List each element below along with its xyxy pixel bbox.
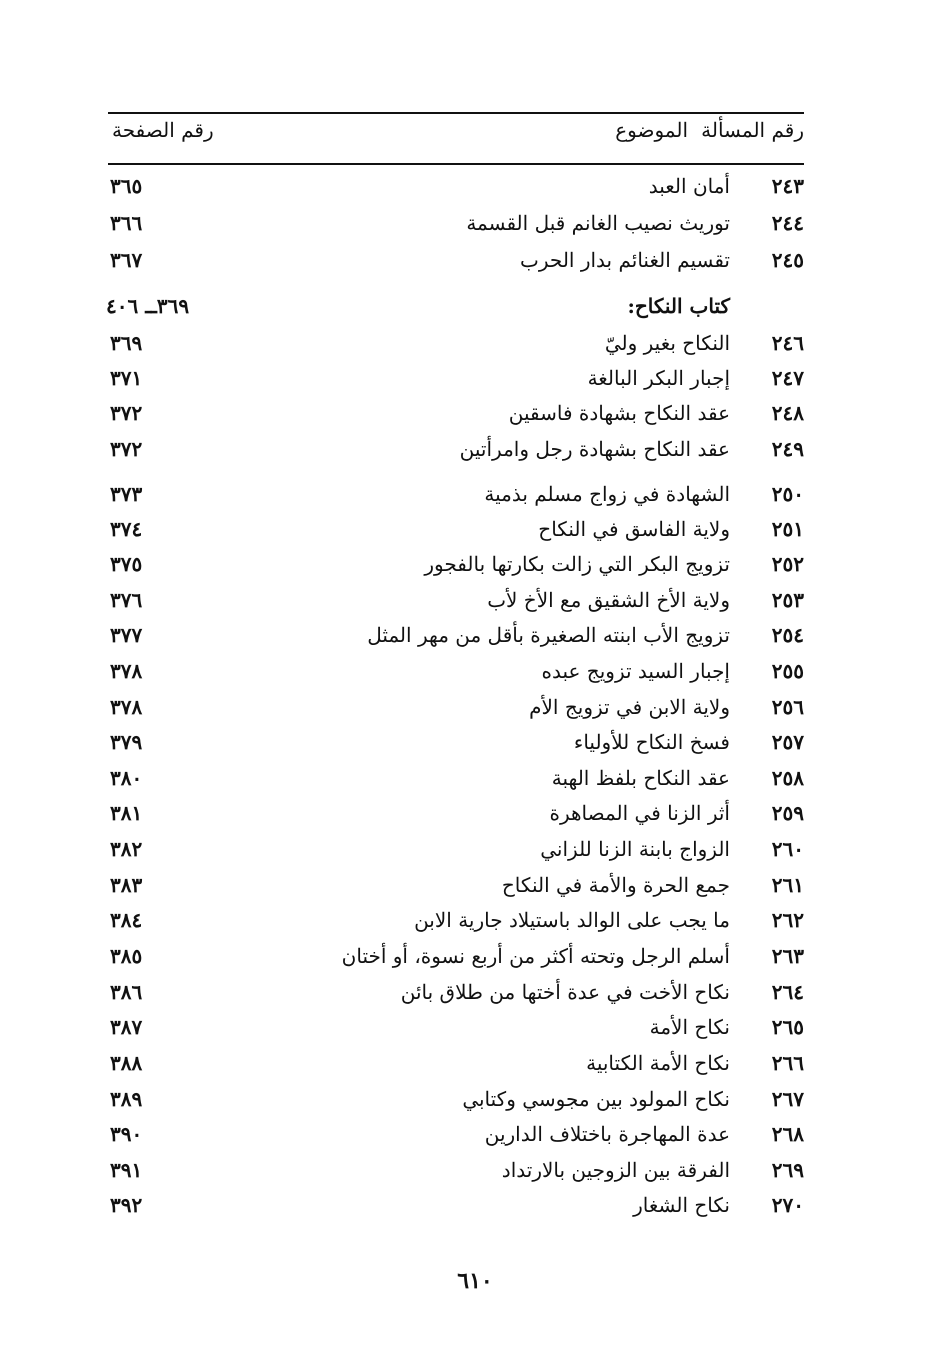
table-row bbox=[0, 174, 950, 208]
page-number: ٣٨٥ bbox=[110, 944, 143, 968]
table-row bbox=[0, 1158, 950, 1192]
issue-number: ٢٦٣ bbox=[771, 944, 804, 968]
section-title: كتاب النكاح: bbox=[627, 294, 730, 318]
topic-title: ولاية الأخ الشقيق مع الأخ لأب bbox=[487, 588, 730, 612]
table-row bbox=[0, 837, 950, 871]
table-row bbox=[0, 1087, 950, 1121]
page-folio: ٦١٠ bbox=[457, 1268, 493, 1294]
topic-title: فسخ النكاح للأولياء bbox=[573, 730, 730, 754]
topic-title: تزويج البكر التي زالت بكارتها بالفجور bbox=[424, 552, 730, 576]
topic-title: ما يجب على الوالد باستيلاد جارية الابن bbox=[414, 908, 730, 932]
header-issue-number: رقم المسألة bbox=[701, 118, 804, 142]
table-row bbox=[0, 437, 950, 471]
issue-number: ٢٦٨ bbox=[771, 1122, 804, 1146]
topic-title: الشهادة في زواج مسلم بذمية bbox=[484, 482, 730, 506]
table-row bbox=[0, 517, 950, 551]
issue-number: ٢٥٥ bbox=[771, 659, 804, 683]
page-number: ٣٧٢ bbox=[110, 401, 143, 425]
issue-number: ٢٤٩ bbox=[771, 437, 804, 461]
table-row bbox=[0, 659, 950, 693]
top-rule bbox=[108, 112, 804, 114]
table-row bbox=[0, 730, 950, 764]
table-row bbox=[0, 1122, 950, 1156]
page-number: ٣٨٦ bbox=[110, 980, 143, 1004]
topic-title: نكاح الشغار bbox=[633, 1193, 730, 1217]
issue-number: ٢٤٣ bbox=[771, 174, 804, 198]
table-row bbox=[0, 401, 950, 435]
page-number: ٣٧٦ bbox=[110, 588, 143, 612]
topic-title: ولاية الفاسق في النكاح bbox=[538, 517, 730, 541]
issue-number: ٢٦٩ bbox=[771, 1158, 804, 1182]
table-row bbox=[0, 801, 950, 835]
topic-title: إجبار السيد تزويج عبده bbox=[541, 659, 730, 683]
page-number: ٣٧٥ bbox=[110, 552, 143, 576]
issue-number: ٢٤٨ bbox=[771, 401, 804, 425]
topic-title: النكاح بغير وليّ bbox=[604, 331, 730, 355]
topic-title: نكاح الأمة bbox=[649, 1015, 730, 1039]
issue-number: ٢٥٨ bbox=[771, 766, 804, 790]
issue-number: ٢٥٣ bbox=[771, 588, 804, 612]
table-row bbox=[0, 366, 950, 400]
topic-title: عقد النكاح بشهادة فاسقين bbox=[508, 401, 730, 425]
table-row bbox=[0, 1051, 950, 1085]
header-page-number: رقم الصفحة bbox=[112, 118, 214, 142]
table-row bbox=[0, 980, 950, 1014]
issue-number: ٢٦٢ bbox=[771, 908, 804, 932]
table-row bbox=[0, 1015, 950, 1049]
page-number: ٣٧١ bbox=[110, 366, 143, 390]
header-rule bbox=[108, 163, 804, 165]
topic-title: أثر الزنا في المصاهرة bbox=[549, 801, 730, 825]
page-number: ٣٦٦ bbox=[110, 211, 143, 235]
issue-number: ٢٤٥ bbox=[771, 248, 804, 272]
topic-title: نكاح الأخت في عدة أختها من طلاق بائن bbox=[400, 980, 730, 1004]
issue-number: ٢٥٤ bbox=[771, 623, 804, 647]
topic-title: نكاح المولود بين مجوسي وكتابي bbox=[462, 1087, 730, 1111]
page-number: ٣٨٢ bbox=[110, 837, 143, 861]
issue-number: ٢٦٤ bbox=[771, 980, 804, 1004]
topic-title: نكاح الأمة الكتابية bbox=[586, 1051, 730, 1075]
header-topic: الموضوع bbox=[615, 118, 688, 142]
page-number: ٣٧٣ bbox=[110, 482, 143, 506]
table-row bbox=[0, 331, 950, 365]
page-number: ٣٨٨ bbox=[110, 1051, 143, 1075]
topic-title: توريث نصيب الغانم قبل القسمة bbox=[466, 211, 730, 235]
issue-number: ٢٦٦ bbox=[771, 1051, 804, 1075]
topic-title: تقسيم الغنائم بدار الحرب bbox=[520, 248, 730, 272]
page-number: ٣٩١ bbox=[110, 1158, 143, 1182]
issue-number: ٢٥٦ bbox=[771, 695, 804, 719]
page-number: ٣٩٢ bbox=[110, 1193, 143, 1217]
issue-number: ٢٦١ bbox=[771, 873, 804, 897]
issue-number: ٢٤٦ bbox=[771, 331, 804, 355]
issue-number: ٢٦٧ bbox=[771, 1087, 804, 1111]
page-range: ٣٦٩ــ ٤٠٦ bbox=[106, 294, 190, 318]
page-number: ٣٧٨ bbox=[110, 659, 143, 683]
table-row bbox=[0, 908, 950, 942]
table-row bbox=[0, 695, 950, 729]
page-number: ٣٦٥ bbox=[110, 174, 143, 198]
table-row bbox=[0, 873, 950, 907]
page-number: ٣٧٧ bbox=[110, 623, 143, 647]
topic-title: عقد النكاح بلفظ الهبة bbox=[551, 766, 730, 790]
table-row bbox=[0, 623, 950, 657]
page-number: ٣٧٩ bbox=[110, 730, 143, 754]
table-row bbox=[0, 211, 950, 245]
table-row bbox=[0, 944, 950, 978]
topic-title: عدة المهاجرة باختلاف الدارين bbox=[484, 1122, 730, 1146]
issue-number: ٢٦٠ bbox=[771, 837, 804, 861]
table-row bbox=[0, 588, 950, 622]
table-row bbox=[0, 552, 950, 586]
page-number: ٣٨٣ bbox=[110, 873, 143, 897]
table-row bbox=[0, 766, 950, 800]
topic-title: تزويج الأب ابنته الصغيرة بأقل من مهر المثل bbox=[367, 623, 730, 647]
page-number: ٣٩٠ bbox=[110, 1122, 143, 1146]
table-row bbox=[0, 248, 950, 282]
issue-number: ٢٥٢ bbox=[771, 552, 804, 576]
topic-title: إجبار البكر البالغة bbox=[587, 366, 730, 390]
topic-title: عقد النكاح بشهادة رجل وامرأتين bbox=[459, 437, 730, 461]
section-row bbox=[0, 294, 950, 328]
page-number: ٣٦٩ bbox=[110, 331, 143, 355]
page-number: ٣٨٩ bbox=[110, 1087, 143, 1111]
issue-number: ٢٤٤ bbox=[771, 211, 804, 235]
page-number: ٣٧٨ bbox=[110, 695, 143, 719]
issue-number: ٢٤٧ bbox=[771, 366, 804, 390]
issue-number: ٢٥٩ bbox=[771, 801, 804, 825]
page-number: ٣٧٤ bbox=[110, 517, 143, 541]
topic-title: جمع الحرة والأمة في النكاح bbox=[501, 873, 730, 897]
topic-title: ولاية الابن في تزويج الأم bbox=[529, 695, 730, 719]
topic-title: أمان العبد bbox=[648, 174, 730, 198]
topic-title: الفرقة بين الزوجين بالارتداد bbox=[501, 1158, 730, 1182]
issue-number: ٢٥٠ bbox=[771, 482, 804, 506]
topic-title: أسلم الرجل وتحته أكثر من أربع نسوة، أو أختان bbox=[341, 944, 730, 968]
issue-number: ٢٥٧ bbox=[771, 730, 804, 754]
issue-number: ٢٧٠ bbox=[771, 1193, 804, 1217]
page-number: ٣٨١ bbox=[110, 801, 143, 825]
table-row bbox=[0, 1193, 950, 1227]
page-number: ٣٨٧ bbox=[110, 1015, 143, 1039]
table-row bbox=[0, 482, 950, 516]
page-number: ٣٨٤ bbox=[110, 908, 143, 932]
page-number: ٣٦٧ bbox=[110, 248, 143, 272]
page-number: ٣٨٠ bbox=[110, 766, 143, 790]
issue-number: ٢٦٥ bbox=[771, 1015, 804, 1039]
topic-title: الزواج بابنة الزنا للزاني bbox=[540, 837, 730, 861]
page-number: ٣٧٢ bbox=[110, 437, 143, 461]
issue-number: ٢٥١ bbox=[771, 517, 804, 541]
